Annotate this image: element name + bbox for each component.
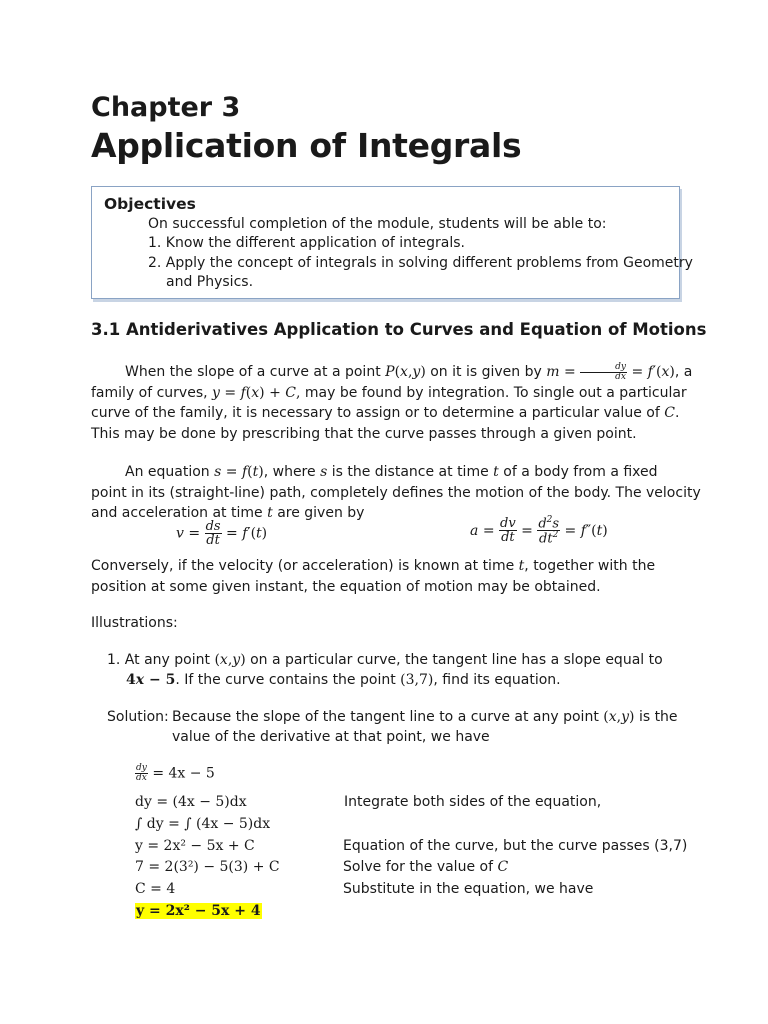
- step-note: Equation of the curve, but the curve passes (3,7): [343, 838, 688, 854]
- objective-item-continued: and Physics.: [166, 274, 254, 290]
- paragraph-motion: An equation s = f(t), where s is the distance at time t of a body from a fixed point in its (straight-line) path, completely defines the motion of the body. The velocity and acceleration at time t are given by: [91, 464, 701, 521]
- para-text: When the slope of a curve at a point: [125, 364, 381, 380]
- para-text: are given by: [277, 505, 365, 521]
- para-text: , together with the: [524, 558, 656, 574]
- math-fraction: $\frac{dy}{dx}$: [580, 363, 627, 382]
- item-text: . If the curve contains the point: [175, 672, 396, 688]
- highlighted-answer: y = 2x² − 5x + 4: [136, 903, 261, 919]
- para-text: position at some given instant, the equation of motion may be obtained.: [91, 578, 601, 595]
- step-text: C = 4: [135, 881, 176, 897]
- item-text: , find its equation.: [433, 672, 561, 688]
- chapter-number: Chapter 3: [91, 92, 241, 123]
- solution-line: value of the derivative at that point, we have: [172, 729, 490, 745]
- paragraph-conversely: Conversely, if the velocity (or acceleration) is known at time t, together with the position at some given instant, the equation of motion may be obtained.: [91, 556, 678, 597]
- paragraph-slope: When the slope of a curve at a point P(x,y) on it is given by m = $\frac{dy}{dx}$ = f′(x), a family of curves, y = f(x) + C, may be found by integration. To single out a particular curve of the family, it is necessary to assign or to determine a particular value of C. This may be done by prescribing that the curve passes through a given point.: [91, 362, 678, 444]
- para-text: , where: [263, 464, 316, 480]
- item-text: 1. At any point: [107, 652, 210, 668]
- objectives-box: [91, 186, 693, 299]
- step-text: 7 = 2(3²) − 5(3) + C: [135, 859, 280, 875]
- para-text: An equation: [125, 464, 210, 480]
- solution-line: is the: [638, 709, 678, 725]
- para-text: Conversely, if the velocity (or acceleration) is known at time: [91, 558, 515, 574]
- section-title: 3.1 Antiderivatives Application to Curves and Equation of Motions: [91, 320, 707, 339]
- velocity-formula: v = $\frac{ds}{dt}$ = f′(t): [176, 519, 268, 548]
- solution-text: Because the slope of the tangent line to a curve at any point (x,y) is the value of the derivative at that point, we have: [172, 709, 678, 745]
- para-text: curve of the family, it is necessary to assign or to determine a particular value of: [91, 405, 660, 421]
- final-equation: [135, 901, 262, 921]
- para-text: and acceleration at time: [91, 505, 263, 521]
- para-text: may be found by integration. To single out a particular: [304, 384, 687, 401]
- para-text: of a body from a fixed: [503, 464, 658, 480]
- para-text: family of curves,: [91, 384, 208, 401]
- step-text: ∫ dy = ∫ (4x − 5)dx: [135, 816, 271, 832]
- solution-label: Solution:: [107, 709, 169, 725]
- acceleration-formula: a = $\frac{dv}{dt}$ = $\frac{d^2s}{dt^2}$ = f″(t): [470, 515, 608, 547]
- objective-item: 2. Apply the concept of integrals in solving different problems from Geometry: [148, 255, 693, 271]
- illustration-item: 1. At any point (x,y) on a particular curve, the tangent line has a slope equal to 4x − 5. If the curve contains the point (3,7), find its equation.: [107, 652, 663, 688]
- step-note: Substitute in the equation, we have: [343, 881, 594, 897]
- step-note: Solve for the value of C: [343, 859, 509, 875]
- objective-item: 1. Know the different application of integrals.: [148, 235, 466, 251]
- step-text: y = 2x² − 5x + C: [135, 838, 255, 854]
- para-text: on it is given by: [430, 364, 542, 380]
- solution-line: Because the slope of the tangent line to a curve at any point: [172, 709, 599, 725]
- objectives-heading: Objectives: [104, 195, 196, 213]
- math: P: [385, 364, 395, 380]
- para-text: , a: [674, 364, 693, 380]
- para-text: point in its (straight-line) path, completely defines the motion of the body. The velocity: [91, 484, 701, 501]
- illustrations-heading: Illustrations:: [91, 615, 178, 631]
- step-note: Integrate both sides of the equation,: [344, 794, 602, 810]
- step-derivative: $\frac{dy}{dx}$ = 4x − 5: [136, 763, 215, 783]
- chapter-title: Application of Integrals: [91, 126, 522, 165]
- objectives-intro: On successful completion of the module, students will be able to:: [148, 216, 607, 232]
- item-text: on a particular curve, the tangent line has a slope equal to: [250, 652, 663, 668]
- step-text: dy = (4x − 5)dx: [135, 794, 247, 810]
- para-text: is the distance at time: [331, 464, 489, 480]
- step-text: = 4x − 5: [152, 765, 215, 782]
- para-text: This may be done by prescribing that the curve passes through a given point.: [91, 425, 637, 442]
- step-note-text: Solve for the value of: [343, 859, 494, 875]
